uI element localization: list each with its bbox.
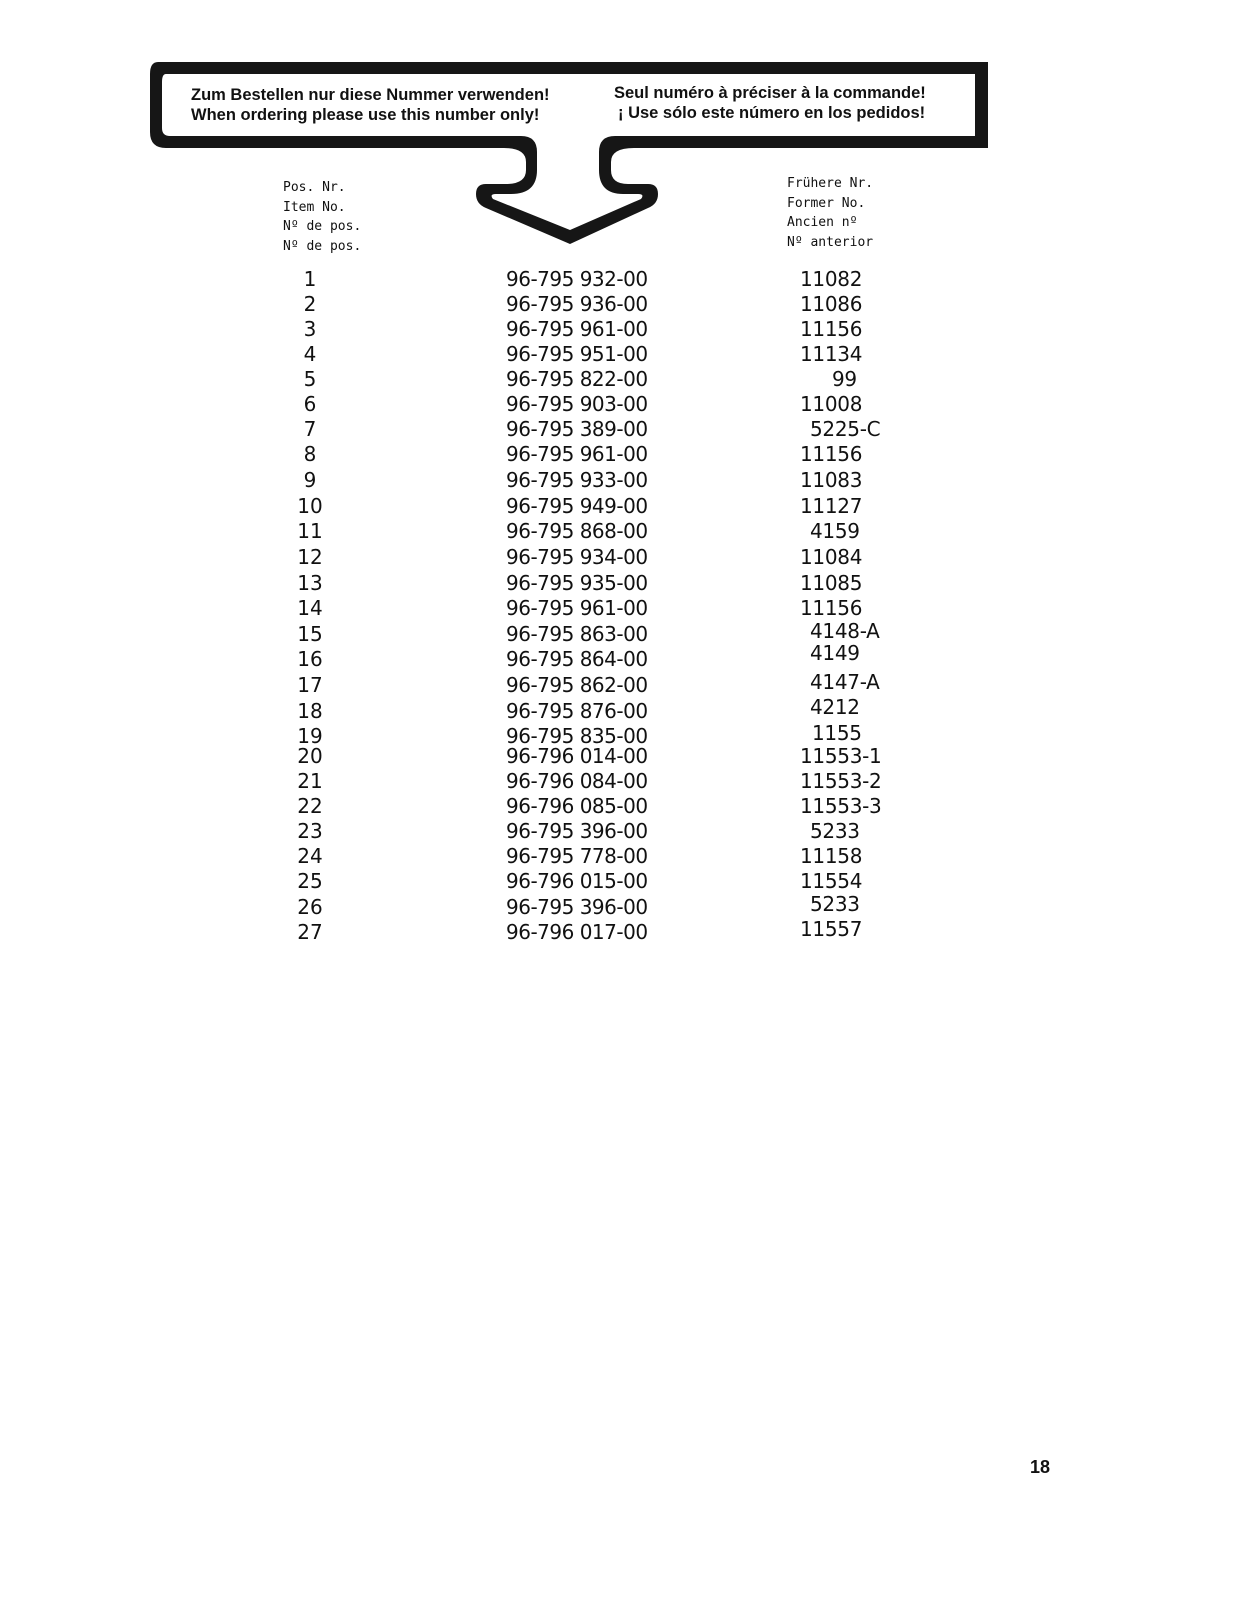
order-number-cell: 96-795 389-00 <box>506 417 648 441</box>
table-row <box>0 917 1237 945</box>
former-number-cell: 99 <box>832 367 857 391</box>
former-number-cell: 11134 <box>800 342 863 366</box>
order-number-cell: 96-796 014-00 <box>506 744 648 768</box>
position-cell: 12 <box>297 545 323 569</box>
position-cell: 25 <box>297 869 323 893</box>
page-number: 18 <box>1030 1457 1051 1477</box>
table-row <box>0 596 1237 621</box>
position-cell: 3 <box>303 317 317 341</box>
table-row <box>0 844 1237 869</box>
former-number-cell: 11084 <box>800 545 863 569</box>
table-row <box>0 819 1237 844</box>
order-number-cell: 96-796 084-00 <box>506 769 648 793</box>
order-number-cell: 96-795 876-00 <box>506 699 648 723</box>
position-cell: 21 <box>297 769 323 793</box>
order-number-cell: 96-795 951-00 <box>506 342 648 366</box>
position-column-header <box>283 178 361 256</box>
header-line: Frühere Nr. <box>787 176 874 191</box>
table-row <box>0 641 1237 672</box>
header-line: Ancien nº <box>787 215 858 230</box>
position-cell: 27 <box>297 920 323 944</box>
order-number-cell: 96-795 949-00 <box>506 494 648 518</box>
former-number-cell: 11127 <box>800 494 863 518</box>
position-cell: 19 <box>297 724 323 748</box>
former-number-column-header <box>787 174 873 252</box>
order-number-cell: 96-796 085-00 <box>506 794 648 818</box>
banner-text-spanish: ¡ Use sólo este número en los pedidos! <box>618 104 926 122</box>
former-number-cell: 11554 <box>800 869 863 893</box>
table-row <box>0 417 1237 442</box>
position-cell: 23 <box>297 819 323 843</box>
former-number-cell: 11082 <box>800 267 863 291</box>
header-line: Former No. <box>787 195 866 211</box>
table-row <box>0 468 1237 493</box>
banner-text-french: Seul numéro à préciser à la commande! <box>614 84 926 102</box>
former-number-cell: 11156 <box>800 442 863 466</box>
former-number-cell: 11085 <box>800 571 863 595</box>
position-cell: 22 <box>297 794 323 818</box>
former-number-cell: 11553-3 <box>800 794 882 818</box>
order-number-cell: 96-795 396-00 <box>506 819 648 843</box>
table-row <box>0 892 1237 920</box>
former-number-cell: 4149 <box>810 641 860 665</box>
former-number-cell: 11158 <box>800 844 863 868</box>
position-cell: 11 <box>297 519 323 543</box>
table-row <box>0 619 1237 647</box>
order-number-cell: 96-795 935-00 <box>506 571 648 595</box>
table-row <box>0 494 1237 519</box>
table-row <box>0 869 1237 894</box>
former-number-cell: 4148-A <box>810 619 880 643</box>
banner-text-german: Zum Bestellen nur diese Nummer verwenden! <box>191 86 550 104</box>
order-number-cell: 96-795 868-00 <box>506 519 648 543</box>
header-line: Nº de pos. <box>283 219 362 234</box>
order-number-cell: 96-795 862-00 <box>506 673 648 697</box>
former-number-cell: 5233 <box>810 819 860 843</box>
order-number-cell: 96-795 932-00 <box>506 267 648 291</box>
order-number-cell: 96-795 822-00 <box>506 367 648 391</box>
former-number-cell: 4147-A <box>810 670 880 694</box>
table-row <box>0 267 1237 292</box>
position-cell: 1 <box>303 267 317 291</box>
former-number-cell: 4212 <box>810 695 860 719</box>
table-row <box>0 571 1237 596</box>
table-row <box>0 670 1237 698</box>
order-number-cell: 96-795 864-00 <box>506 647 648 671</box>
position-cell: 14 <box>297 596 323 620</box>
banner-text-english: When ordering please use this number only! <box>191 106 540 124</box>
former-number-cell: 11156 <box>800 317 863 341</box>
header-line: Nº anterior <box>787 234 874 250</box>
order-number-cell: 96-795 903-00 <box>506 392 648 416</box>
order-number-cell: 96-795 961-00 <box>506 442 648 466</box>
table-row <box>0 769 1237 794</box>
order-number-cell: 96-795 934-00 <box>506 545 648 569</box>
position-cell: 10 <box>297 494 323 518</box>
former-number-cell: 5225-C <box>810 417 881 441</box>
table-row <box>0 744 1237 769</box>
table-row <box>0 695 1237 724</box>
position-cell: 5 <box>303 367 317 391</box>
table-row <box>0 392 1237 417</box>
former-number-cell: 11086 <box>800 292 863 316</box>
order-number-cell: 96-795 933-00 <box>506 468 648 492</box>
position-cell: 18 <box>297 699 323 723</box>
position-cell: 4 <box>303 342 317 366</box>
order-number-cell: 96-795 961-00 <box>506 596 648 620</box>
order-number-cell: 96-795 936-00 <box>506 292 648 316</box>
table-row <box>0 794 1237 819</box>
former-number-cell: 11553-1 <box>800 744 882 768</box>
table-row <box>0 545 1237 570</box>
header-line: Item No. <box>283 199 346 215</box>
former-number-cell: 11156 <box>800 596 863 620</box>
header-line: Pos. Nr. <box>283 180 346 195</box>
position-cell: 8 <box>303 442 317 466</box>
former-number-cell: 1155 <box>812 721 862 745</box>
order-number-cell: 96-795 396-00 <box>506 895 648 919</box>
position-cell: 6 <box>303 392 317 416</box>
position-cell: 17 <box>297 673 323 697</box>
table-row <box>0 367 1237 392</box>
former-number-cell: 4159 <box>810 519 860 543</box>
order-number-cell: 96-795 961-00 <box>506 317 648 341</box>
order-number-cell: 96-795 778-00 <box>506 844 648 868</box>
position-cell: 9 <box>303 468 317 492</box>
position-cell: 2 <box>303 292 317 316</box>
former-number-cell: 11083 <box>800 468 863 492</box>
header-line: Nº de pos. <box>283 238 362 254</box>
order-number-cell: 96-795 863-00 <box>506 622 648 646</box>
order-number-cell: 96-796 017-00 <box>506 920 648 944</box>
position-cell: 13 <box>297 571 323 595</box>
position-cell: 20 <box>297 744 323 768</box>
table-row <box>0 342 1237 367</box>
table-row <box>0 317 1237 342</box>
order-number-cell: 96-796 015-00 <box>506 869 648 893</box>
order-number-cell: 96-795 835-00 <box>506 724 648 748</box>
former-number-cell: 5233 <box>810 892 860 916</box>
position-cell: 7 <box>303 417 317 441</box>
former-number-cell: 11008 <box>800 392 863 416</box>
former-number-cell: 11553-2 <box>800 769 882 793</box>
table-row <box>0 519 1237 544</box>
position-cell: 16 <box>297 647 323 671</box>
position-cell: 24 <box>297 844 323 868</box>
position-cell: 15 <box>297 622 323 646</box>
table-row <box>0 442 1237 467</box>
former-number-cell: 11557 <box>800 917 863 941</box>
table-row <box>0 292 1237 317</box>
position-cell: 26 <box>297 895 323 919</box>
